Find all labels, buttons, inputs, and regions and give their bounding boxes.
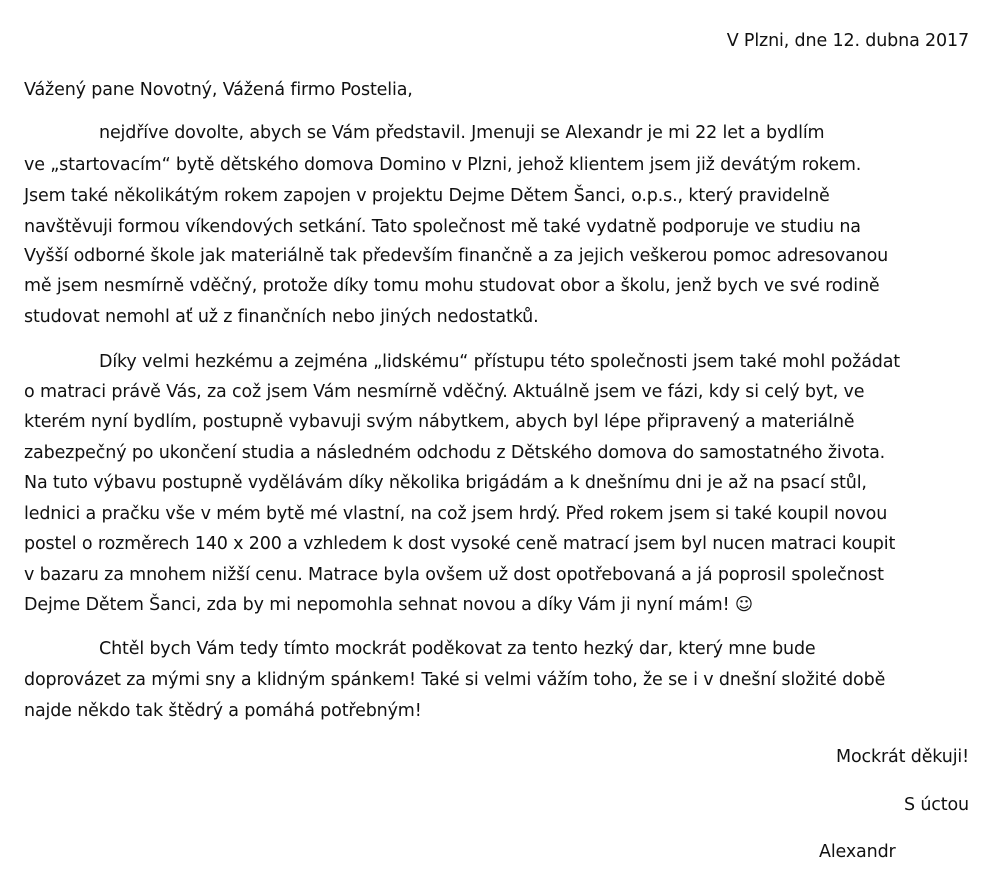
paragraph-line: Vyšší odborné škole jak materiálně tak především finančně a za jejich veškerou pomoc adresovanou bbox=[24, 246, 889, 266]
salutation: Vážený pane Novotný, Vážená firmo Postelia, bbox=[24, 80, 413, 100]
paragraph-line: najde někdo tak štědrý a pomáhá potřebným! bbox=[24, 701, 422, 721]
paragraph-line: v bazaru za mnohem nižší cenu. Matrace byla ovšem už dost opotřebovaná a já poprosil společnost bbox=[24, 565, 884, 585]
paragraph-line: Dejme Dětem Šanci, zda by mi nepomohla sehnat novou a díky Vám ji nyní mám! ☺ bbox=[24, 595, 753, 615]
closing-regards: S úctou bbox=[904, 795, 969, 815]
paragraph-line: lednici a pračku vše v mém bytě mé vlastní, na což jsem hrdý. Před rokem jsem si také koupil novou bbox=[24, 504, 888, 524]
paragraph-line: studovat nemohl ať už z finančních nebo jiných nedostatků. bbox=[24, 307, 539, 327]
paragraph-line: ve „startovacím“ bytě dětského domova Domino v Plzni, jehož klientem jsem již devátým rokem. bbox=[24, 155, 862, 175]
paragraph-line: zabezpečný po ukončení studia a následném odchodu z Dětského domova do samostatného života. bbox=[24, 443, 886, 463]
paragraph-line: postel o rozměrech 140 x 200 a vzhledem k dost vysoké ceně matrací jsem byl nucen matraci koupit bbox=[24, 534, 896, 554]
paragraph-line: Na tuto výbavu postupně vydělávám díky několika brigádám a k dnešnímu dni je až na psací stůl, bbox=[24, 473, 867, 493]
paragraph-line: mě jsem nesmírně vděčný, protože díky tomu mohu studovat obor a školu, jenž bych ve své rodině bbox=[24, 276, 880, 296]
paragraph-line: Jsem také několikátým rokem zapojen v projektu Dejme Dětem Šanci, o.p.s., který pravidelně bbox=[24, 186, 830, 206]
place-date: V Plzni, dne 12. dubna 2017 bbox=[726, 31, 969, 51]
closing-thanks: Mockrát děkuji! bbox=[836, 747, 969, 767]
paragraph-line: o matraci právě Vás, za což jsem Vám nesmírně vděčný. Aktuálně jsem ve fázi, kdy si celý byt, ve bbox=[24, 382, 865, 402]
paragraph-line: navštěvuji formou víkendových setkání. Tato společnost mě také vydatně podporuje ve studiu na bbox=[24, 217, 861, 237]
paragraph-line: nejdříve dovolte, abych se Vám představil. Jmenuji se Alexandr je mi 22 let a bydlím bbox=[99, 123, 825, 143]
paragraph-line: doprovázet za mými sny a klidným spánkem! Také si velmi vážím toho, že se i v dnešní složité době bbox=[24, 670, 886, 690]
paragraph-line: kterém nyní bydlím, postupně vybavuji svým nábytkem, abych byl lépe připravený a materiálně bbox=[24, 412, 855, 432]
signature: Alexandr bbox=[819, 842, 896, 862]
paragraph-line: Díky velmi hezkému a zejména „lidskému“ přístupu této společnosti jsem také mohl požádat bbox=[99, 352, 901, 372]
paragraph-line: Chtěl bych Vám tedy tímto mockrát poděkovat za tento hezký dar, který mne bude bbox=[99, 639, 816, 659]
